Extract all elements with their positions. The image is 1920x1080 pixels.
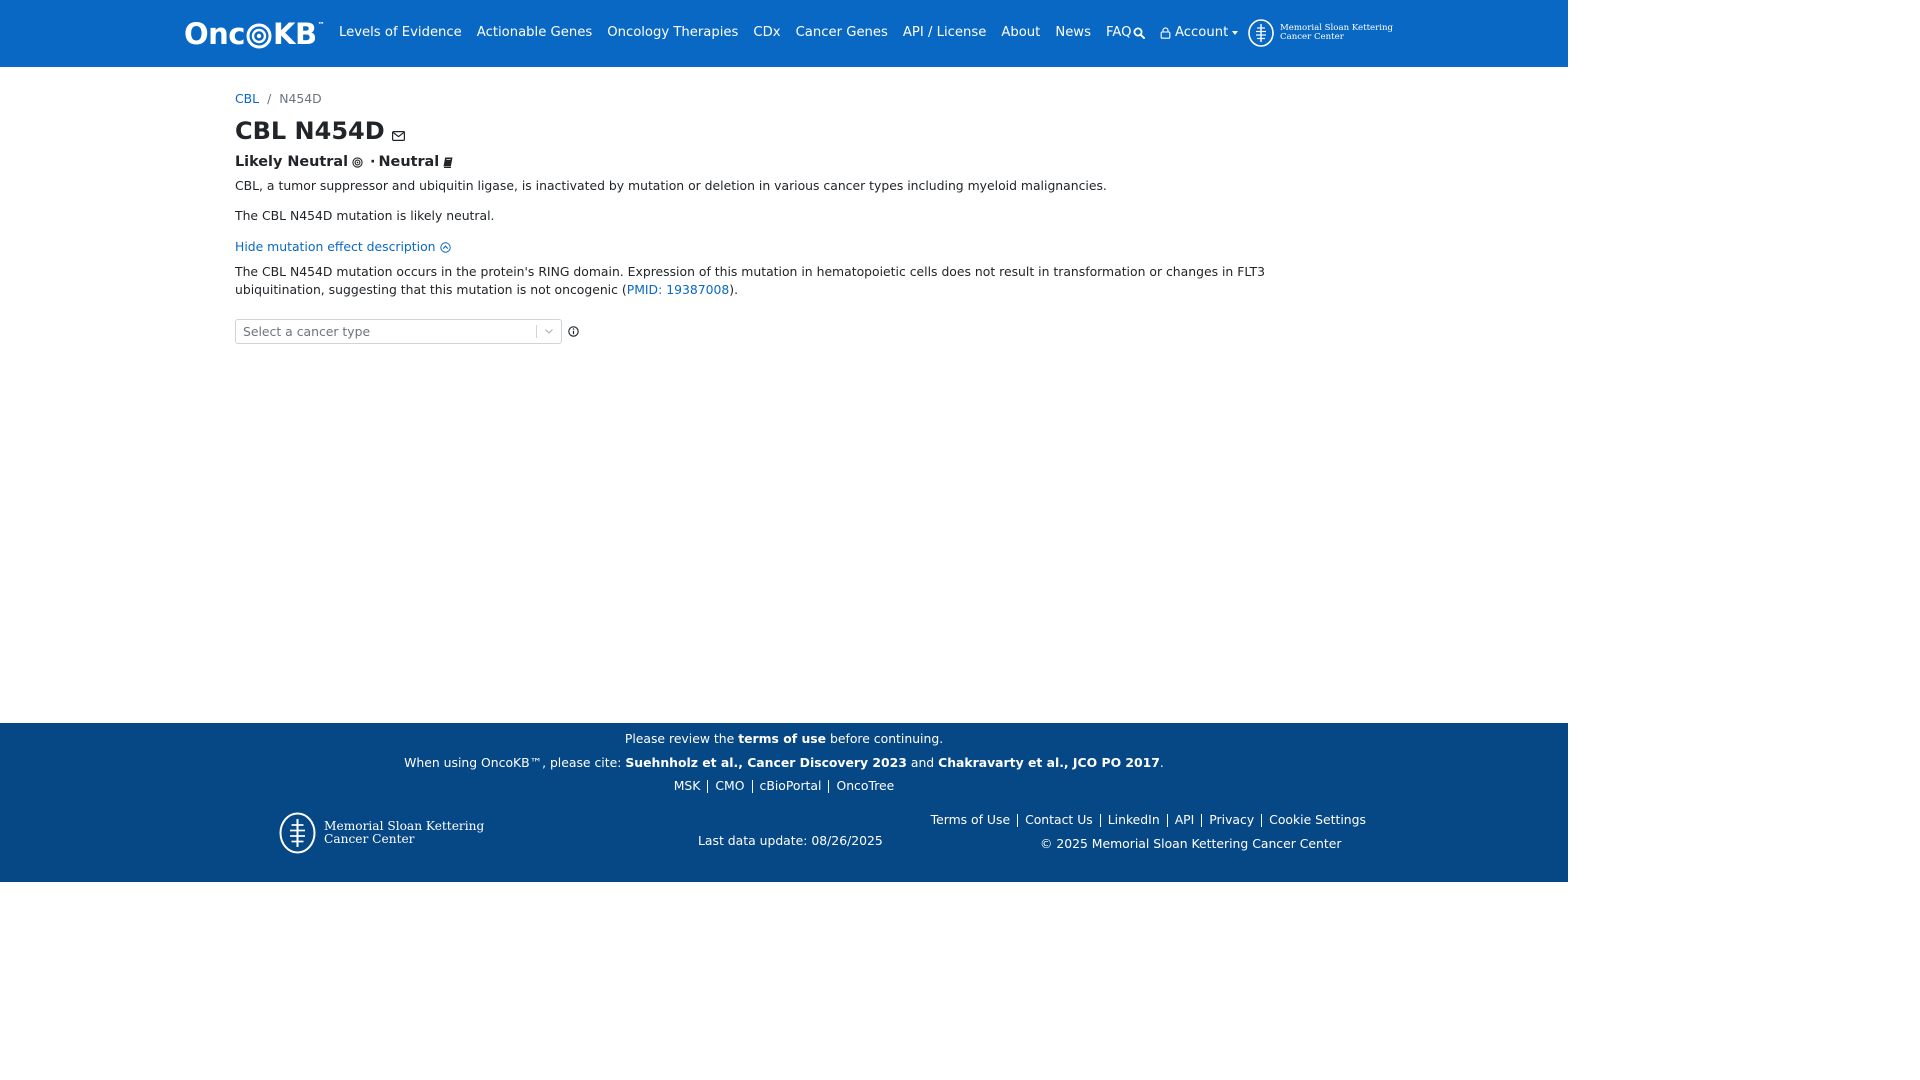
partner-links (0, 777, 1568, 795)
target-logo-icon (246, 23, 272, 49)
nav-about[interactable]: About (1001, 25, 1041, 40)
msk-seal-icon (279, 812, 316, 854)
mutation-effect-description (235, 263, 1265, 299)
msk-footer-logo[interactable] (279, 812, 484, 854)
partner-link-cbioportal[interactable]: cBioPortal (759, 778, 822, 793)
footer-links (931, 811, 1366, 829)
terms-of-use-link[interactable]: terms of use (738, 731, 827, 746)
copyright: © 2025 Memorial Sloan Kettering Cancer Center (1040, 836, 1342, 851)
account-label: Account (1175, 25, 1229, 40)
envelope-icon[interactable] (392, 131, 405, 141)
cite-text-and: and (906, 755, 939, 770)
cite-text-end: . (1159, 755, 1164, 770)
citation-notice (0, 754, 1568, 772)
divider (1100, 814, 1101, 827)
page-title: CBL N454D (235, 117, 385, 145)
last-data-update: Last data update: 08/26/2025 (698, 833, 883, 848)
oncokb-logo[interactable] (184, 16, 324, 52)
footer-link-terms[interactable]: Terms of Use (930, 812, 1011, 827)
page-footer (0, 723, 1568, 882)
footer-link-cookie-settings[interactable]: Cookie Settings (1269, 812, 1366, 827)
cite-text-pre: When using OncoKB™, please cite: (404, 755, 626, 770)
logo-trademark: ™ (317, 21, 325, 29)
logo-text-pre: Onc (184, 17, 245, 51)
description-text: The CBL N454D mutation occurs in the protein's RING domain. Expression of this mutation in hematopoietic cells does not result in transformation or changes in FLT3 ubiquitination, suggesting that this mutation is not oncogenic ( (235, 264, 1265, 297)
msk-seal-icon (1248, 19, 1274, 47)
review-text-pre: Please review the (624, 731, 739, 746)
divider (752, 780, 753, 793)
nav-faq[interactable]: FAQ (1105, 25, 1132, 40)
nav-api-license[interactable]: API / License (902, 25, 987, 40)
divider (1167, 814, 1168, 827)
toggle-label: Hide mutation effect description (235, 239, 436, 254)
divider (1201, 814, 1202, 827)
cancer-type-placeholder: Select a cancer type (243, 324, 371, 339)
divider (1261, 814, 1262, 827)
mutation-effect-label: Neutral (378, 154, 440, 170)
gene-summary: CBL, a tumor suppressor and ubiquitin ligase, is inactivated by mutation or deletion in various cancer types including myeloid malignancies. (235, 178, 1107, 193)
msk-footer-line1: Memorial Sloan Kettering (324, 819, 485, 833)
msk-header-logo[interactable] (1248, 19, 1393, 47)
cancer-type-select-row (235, 319, 1335, 344)
chevron-down-icon[interactable] (544, 326, 554, 336)
msk-header-line1: Memorial Sloan Kettering (1280, 23, 1394, 33)
pmid-link[interactable]: PMID: 19387008 (626, 282, 730, 297)
breadcrumb-gene-link[interactable]: CBL (235, 91, 260, 106)
msk-header-line2: Cancer Center (1280, 32, 1344, 42)
breadcrumb-separator: / (267, 91, 272, 106)
msk-header-text (1280, 24, 1393, 42)
citation-suehnholz-link[interactable]: Suehnholz et al., Cancer Discovery 2023 (625, 755, 907, 770)
divider (828, 780, 829, 793)
partner-link-msk[interactable]: MSK (673, 778, 701, 793)
oncogenicity-label: Likely Neutral (235, 154, 349, 170)
book-icon[interactable] (443, 157, 453, 168)
mutation-effect-line (235, 152, 1335, 172)
main-nav (339, 24, 1147, 42)
top-navbar (0, 0, 1568, 67)
nav-news[interactable]: News (1055, 25, 1091, 40)
msk-footer-line2: Cancer Center (324, 832, 415, 846)
nav-cdx[interactable]: CDx (753, 25, 781, 40)
footer-link-linkedin[interactable]: LinkedIn (1107, 812, 1160, 827)
description-end: ). (729, 282, 739, 297)
nav-actionable-genes[interactable]: Actionable Genes (476, 25, 593, 40)
main-content (235, 90, 1335, 344)
effect-separator: · (370, 154, 376, 170)
partner-link-cmo[interactable]: CMO (715, 778, 745, 793)
select-indicator-separator (536, 325, 537, 338)
divider (707, 780, 708, 793)
breadcrumb-current: N454D (279, 91, 322, 106)
variant-summary: The CBL N454D mutation is likely neutral. (235, 208, 495, 223)
page-title-row (235, 114, 1335, 146)
msk-footer-text (324, 820, 484, 846)
nav-oncology-therapies[interactable]: Oncology Therapies (607, 25, 739, 40)
footer-link-api[interactable]: API (1174, 812, 1195, 827)
footer-link-privacy[interactable]: Privacy (1209, 812, 1255, 827)
review-text-post: before continuing. (826, 731, 944, 746)
terms-review-notice (0, 730, 1568, 748)
account-dropdown[interactable] (1160, 24, 1238, 42)
caret-down-icon (1232, 31, 1238, 35)
user-icon (1160, 27, 1171, 39)
chevron-up-circle-icon (440, 242, 451, 253)
partner-link-oncotree[interactable]: OncoTree (836, 778, 895, 793)
hide-description-toggle[interactable] (235, 238, 1335, 256)
logo-text-post: KB (273, 17, 317, 51)
nav-cancer-genes[interactable]: Cancer Genes (795, 25, 888, 40)
info-icon[interactable] (568, 326, 579, 337)
cancer-type-select[interactable] (235, 319, 562, 344)
breadcrumb (235, 90, 1335, 108)
footer-link-contact[interactable]: Contact Us (1025, 812, 1093, 827)
nav-levels-of-evidence[interactable]: Levels of Evidence (339, 25, 462, 40)
citation-chakravarty-link[interactable]: Chakravarty et al., JCO PO 2017 (938, 755, 1160, 770)
search-icon[interactable] (1133, 27, 1145, 39)
oncogenicity-target-icon[interactable] (352, 157, 363, 168)
divider (1017, 814, 1018, 827)
